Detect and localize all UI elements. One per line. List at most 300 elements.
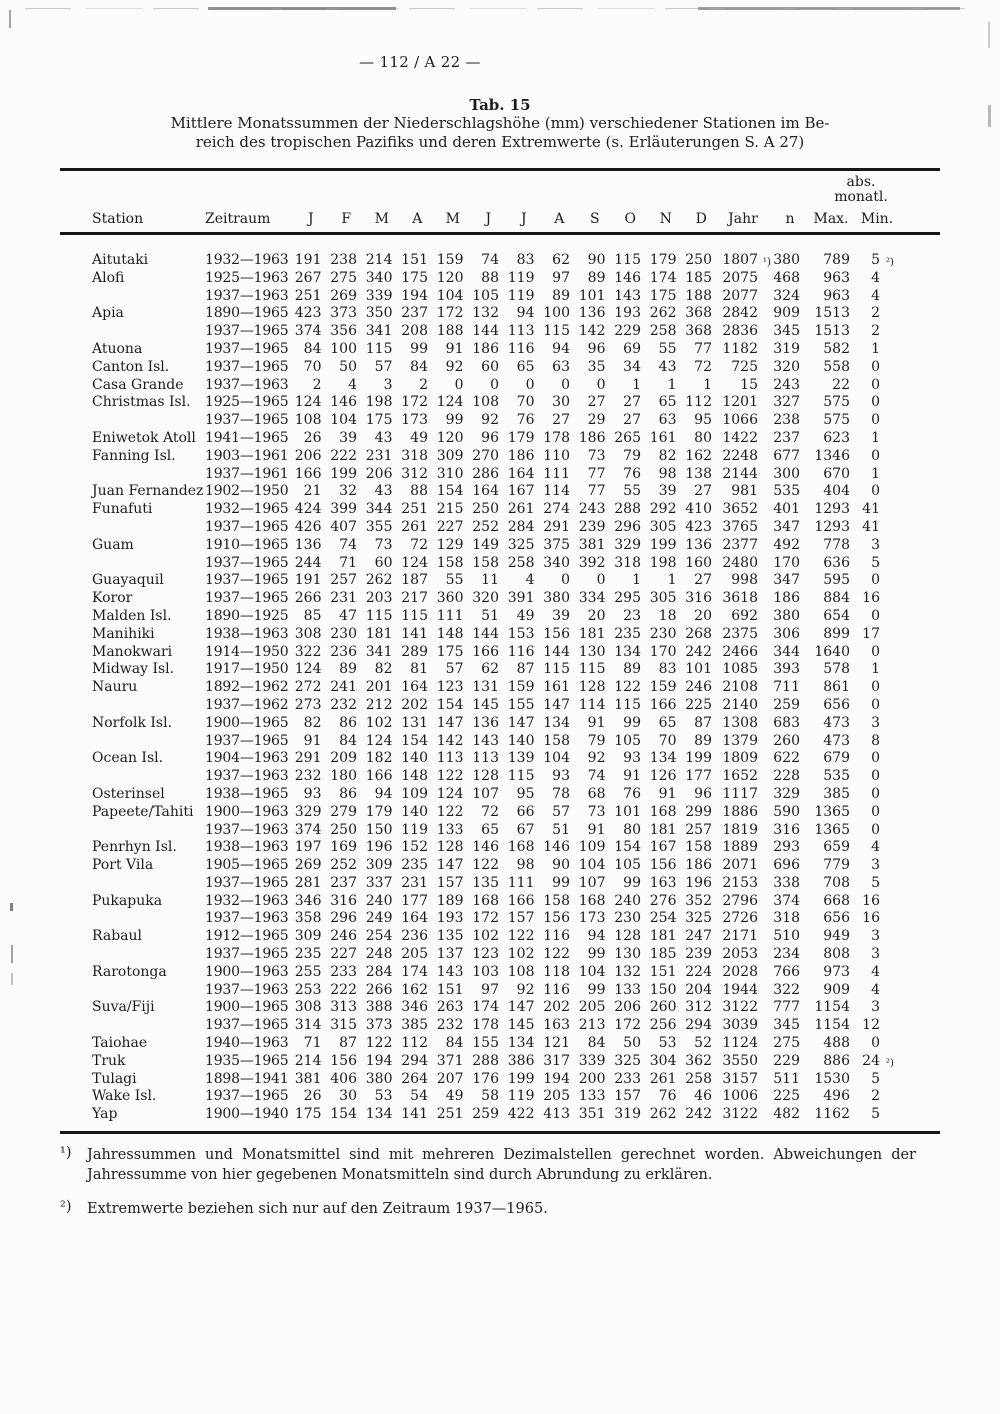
- month-value-cell: 169: [330, 839, 357, 856]
- table-row: [60, 572, 940, 590]
- table-title-line2: reich des tropischen Pazifiks und deren Extremwerte (s. Erläuterungen S. A 27): [195, 132, 805, 151]
- month-value-cell: 157: [507, 910, 535, 927]
- month-value-cell: 180: [330, 768, 357, 785]
- month-value-cell: 276: [649, 892, 677, 909]
- month-value-cell: 0: [561, 572, 570, 589]
- month-value-cell: 131: [472, 679, 499, 696]
- station-cell: Fanning Isl.: [92, 447, 176, 464]
- month-value-cell: 2: [312, 376, 322, 393]
- month-value-cell: 147: [507, 999, 535, 1016]
- station-cell: Eniwetok Atoll: [92, 429, 196, 446]
- month-value-cell: 105: [472, 287, 499, 304]
- month-value-cell: 51: [481, 607, 499, 624]
- month-value-cell: 78: [552, 785, 570, 802]
- month-value-cell: 0: [596, 376, 606, 393]
- row-spacer: [900, 483, 940, 501]
- month-value-cell: 96: [694, 785, 712, 802]
- month-value-cell: 152: [401, 839, 428, 856]
- month-value-cell: 186: [472, 340, 499, 357]
- month-value-cell: 249: [365, 910, 393, 927]
- month-value-cell: 246: [330, 928, 357, 945]
- n-cell: 327: [773, 394, 800, 411]
- zeitraum-cell: 1937—1965: [205, 732, 289, 749]
- month-value-cell: 194: [401, 287, 428, 304]
- month-value-cell: 256: [649, 1017, 677, 1034]
- month-value-cell: 50: [623, 1035, 641, 1052]
- month-value-cell: 173: [578, 910, 606, 927]
- month-value-cell: 134: [543, 714, 570, 731]
- n-cell: 320: [773, 358, 800, 375]
- jahr-cell: 2153: [722, 874, 758, 891]
- month-value-cell: 148: [401, 768, 428, 785]
- month-value-cell: 205: [578, 999, 606, 1016]
- month-value-cell: 388: [365, 999, 393, 1016]
- month-value-cell: 143: [472, 732, 499, 749]
- station-cell: Pukapuka: [92, 892, 163, 909]
- jahr-cell: 1066: [722, 412, 758, 429]
- min-cell: 0: [871, 607, 880, 624]
- month-value-cell: 47: [339, 607, 357, 624]
- month-value-cell: 115: [543, 323, 570, 340]
- table-row: [60, 857, 940, 875]
- month-value-cell: 215: [436, 501, 464, 518]
- jahr-cell: 2377: [722, 536, 758, 553]
- month-value-cell: 248: [365, 946, 393, 963]
- col-header-month-jun: J: [485, 211, 492, 227]
- month-value-cell: 356: [330, 323, 357, 340]
- scan-artifact-left-mark: [11, 973, 13, 985]
- month-value-cell: 186: [578, 429, 606, 446]
- max-cell: 963: [823, 269, 850, 286]
- month-value-cell: 80: [694, 429, 712, 446]
- month-value-cell: 139: [507, 750, 535, 767]
- month-value-cell: 185: [649, 946, 677, 963]
- month-value-cell: 164: [472, 483, 499, 500]
- month-value-cell: 102: [365, 714, 393, 731]
- station-cell: Papeete/Tahiti: [92, 803, 194, 820]
- month-value-cell: 140: [507, 732, 535, 749]
- month-value-cell: 173: [401, 412, 428, 429]
- month-value-cell: 175: [294, 1106, 322, 1123]
- month-value-cell: 264: [401, 1070, 428, 1087]
- station-cell: Penrhyn Isl.: [92, 839, 177, 856]
- table-row: [60, 1017, 940, 1035]
- station-cell: [60, 519, 198, 537]
- month-value-cell: 81: [410, 661, 428, 678]
- month-value-cell: 65: [481, 821, 499, 838]
- abs-header-line1: abs.: [846, 174, 876, 190]
- month-value-cell: 194: [365, 1052, 393, 1069]
- month-value-cell: 167: [507, 483, 535, 500]
- table-row: [60, 893, 940, 911]
- table-row: [60, 1088, 940, 1106]
- month-value-cell: 193: [436, 910, 464, 927]
- month-value-cell: 410: [685, 501, 712, 518]
- n-cell: 229: [773, 1052, 800, 1069]
- col-header-min: Min.: [860, 211, 894, 227]
- row-spacer: [900, 377, 940, 395]
- footnotes: [60, 1145, 916, 1233]
- month-value-cell: 27: [623, 394, 641, 411]
- month-value-cell: 320: [472, 590, 499, 607]
- month-value-cell: 346: [401, 999, 428, 1016]
- jahr-cell: 1889: [722, 839, 758, 856]
- table-row: [60, 590, 940, 608]
- month-value-cell: 240: [365, 892, 393, 909]
- row-spacer: [900, 1053, 940, 1071]
- month-value-cell: 198: [365, 394, 393, 411]
- month-value-cell: 344: [365, 501, 393, 518]
- month-value-cell: 4: [525, 572, 535, 589]
- month-value-cell: 114: [578, 696, 606, 713]
- min-cell: 24 ²): [854, 1053, 900, 1071]
- col-header-month-jan: J: [307, 211, 314, 227]
- jahr-cell: 1819: [722, 821, 758, 838]
- jahr-cell: 998: [731, 572, 758, 589]
- month-value-cell: 341: [365, 643, 393, 660]
- month-value-cell: 281: [294, 874, 322, 891]
- month-value-cell: 308: [294, 625, 322, 642]
- jahr-cell: 1652: [722, 768, 758, 785]
- zeitraum-cell: 1937—1963: [205, 981, 289, 998]
- row-spacer: [900, 804, 940, 822]
- zeitraum-cell: 1937—1965: [205, 590, 289, 607]
- station-cell: [60, 466, 198, 484]
- month-value-cell: 232: [294, 768, 322, 785]
- jahr-cell: 1308: [722, 714, 758, 731]
- month-value-cell: 214: [365, 252, 393, 268]
- footnote-marker: ¹): [60, 1145, 72, 1161]
- n-cell: 259: [773, 696, 800, 713]
- month-value-cell: 380: [365, 1070, 393, 1087]
- max-cell: 861: [823, 679, 850, 696]
- month-value-cell: 158: [543, 892, 570, 909]
- month-value-cell: 76: [623, 785, 641, 802]
- month-value-cell: 407: [330, 518, 357, 535]
- month-value-cell: 156: [543, 910, 570, 927]
- zeitraum-cell: 1905—1965: [205, 857, 289, 874]
- month-value-cell: 55: [623, 483, 641, 500]
- n-cell: 683: [773, 714, 800, 731]
- month-value-cell: 340: [543, 554, 570, 571]
- month-value-cell: 0: [525, 376, 535, 393]
- jahr-cell: 3157: [722, 1070, 758, 1087]
- month-value-cell: 82: [303, 714, 322, 731]
- row-spacer: [900, 572, 940, 590]
- table-row: [60, 234, 940, 270]
- month-value-cell: 88: [410, 483, 428, 500]
- zeitraum-cell: 1900—1963: [205, 803, 289, 820]
- month-value-cell: 27: [694, 483, 712, 500]
- month-value-cell: 128: [578, 679, 606, 696]
- min-cell: 0: [871, 358, 880, 375]
- jahr-cell: 1117: [722, 785, 758, 802]
- jahr-cell: 2053: [722, 946, 758, 963]
- scan-artifact-left-mark: [10, 903, 13, 911]
- month-value-cell: 233: [330, 963, 357, 980]
- row-spacer: [900, 270, 940, 288]
- zeitraum-cell: 1937—1965: [205, 554, 289, 571]
- n-cell: 677: [773, 447, 800, 464]
- month-value-cell: 178: [472, 1017, 499, 1034]
- station-cell: Port Vila: [92, 857, 154, 874]
- month-value-cell: 114: [543, 483, 570, 500]
- min-cell: 3: [871, 536, 880, 553]
- month-value-cell: 0: [561, 376, 570, 393]
- month-value-cell: 229: [614, 323, 641, 340]
- jahr-cell: 1886: [722, 803, 758, 820]
- min-cell: 0: [871, 412, 880, 429]
- month-value-cell: 130: [614, 946, 641, 963]
- month-value-cell: 66: [516, 803, 535, 820]
- month-value-cell: 79: [587, 732, 606, 749]
- table-row: [60, 1035, 940, 1053]
- month-value-cell: 158: [472, 554, 499, 571]
- abs-header-line2: monatl.: [834, 189, 888, 205]
- month-value-cell: 251: [294, 287, 322, 304]
- month-value-cell: 318: [614, 554, 641, 571]
- month-value-cell: 273: [294, 696, 322, 713]
- n-cell: 766: [773, 963, 800, 980]
- month-value-cell: 147: [436, 857, 464, 874]
- table-row: [60, 626, 940, 644]
- month-value-cell: 172: [472, 910, 499, 927]
- month-value-cell: 30: [552, 394, 570, 411]
- month-value-cell: 89: [339, 661, 357, 678]
- month-value-cell: 159: [436, 252, 464, 268]
- table-row: [60, 519, 940, 537]
- n-cell: 492: [773, 536, 800, 553]
- month-value-cell: 143: [614, 287, 641, 304]
- station-cell: [60, 288, 198, 306]
- page-number: — 112 / A 22 —: [359, 53, 481, 71]
- max-cell: 473: [823, 732, 850, 749]
- zeitraum-cell: 1937—1963: [205, 768, 289, 785]
- station-cell: [60, 982, 198, 1000]
- month-value-cell: 21: [303, 483, 322, 500]
- table-row: [60, 323, 940, 341]
- jahr-cell: 3550: [722, 1052, 758, 1069]
- row-spacer: [900, 910, 940, 928]
- month-value-cell: 74: [339, 536, 357, 553]
- month-value-cell: 83: [516, 252, 535, 268]
- max-cell: 656: [823, 696, 850, 713]
- month-value-cell: 262: [649, 1106, 677, 1123]
- month-value-cell: 230: [649, 625, 677, 642]
- month-value-cell: 179: [365, 803, 393, 820]
- month-value-cell: 94: [552, 340, 570, 357]
- max-cell: 1365: [814, 803, 850, 820]
- jahr-cell: 2028: [722, 963, 758, 980]
- month-value-cell: 112: [401, 1035, 428, 1052]
- month-value-cell: 148: [436, 625, 464, 642]
- month-value-cell: 74: [481, 252, 499, 268]
- month-value-cell: 426: [294, 518, 322, 535]
- month-value-cell: 122: [365, 1035, 393, 1052]
- row-spacer: [900, 555, 940, 573]
- month-value-cell: 166: [294, 465, 322, 482]
- zeitraum-cell: 1937—1965: [205, 572, 289, 589]
- n-cell: 347: [773, 518, 800, 535]
- row-spacer: [900, 982, 940, 1000]
- n-cell: 401: [773, 501, 800, 518]
- month-value-cell: 305: [649, 518, 677, 535]
- month-value-cell: 95: [694, 412, 712, 429]
- month-value-cell: 231: [401, 874, 428, 891]
- zeitraum-cell: 1900—1965: [205, 714, 289, 731]
- row-spacer: [900, 928, 940, 946]
- month-value-cell: 91: [445, 340, 464, 357]
- table-row: [60, 946, 940, 964]
- station-cell: [60, 822, 198, 840]
- table-row: [60, 377, 940, 395]
- month-value-cell: 27: [552, 412, 570, 429]
- month-value-cell: 371: [436, 1052, 464, 1069]
- month-value-cell: 164: [507, 465, 535, 482]
- month-value-cell: 102: [507, 946, 535, 963]
- month-value-cell: 124: [401, 554, 428, 571]
- zeitraum-cell: 1904—1963: [205, 750, 289, 767]
- month-value-cell: 244: [294, 554, 322, 571]
- month-value-cell: 295: [614, 590, 641, 607]
- footnote-marker: ²): [60, 1199, 72, 1215]
- max-cell: 1154: [814, 999, 850, 1016]
- col-header-n: n: [785, 211, 795, 227]
- col-header-month-may: M: [445, 211, 460, 227]
- month-value-cell: 27: [694, 572, 712, 589]
- month-value-cell: 71: [303, 1035, 322, 1052]
- month-value-cell: 272: [294, 679, 322, 696]
- month-value-cell: 147: [436, 714, 464, 731]
- month-value-cell: 181: [578, 625, 606, 642]
- scan-artifact-left-mark: [11, 945, 13, 963]
- month-value-cell: 57: [374, 358, 393, 375]
- month-value-cell: 188: [685, 287, 712, 304]
- month-value-cell: 299: [685, 803, 712, 820]
- month-value-cell: 151: [649, 963, 677, 980]
- month-value-cell: 236: [401, 928, 428, 945]
- month-value-cell: 255: [294, 963, 322, 980]
- station-cell: Nauru: [92, 679, 138, 696]
- station-cell: Taiohae: [92, 1035, 148, 1052]
- col-header-station: Station: [92, 211, 144, 227]
- max-cell: 808: [823, 946, 850, 963]
- month-value-cell: 252: [472, 518, 499, 535]
- month-value-cell: 179: [649, 252, 677, 268]
- month-value-cell: 107: [472, 785, 499, 802]
- month-value-cell: 70: [303, 358, 322, 375]
- min-cell: 41: [862, 518, 880, 535]
- month-value-cell: 128: [472, 768, 499, 785]
- month-value-cell: 96: [481, 429, 499, 446]
- month-value-cell: 146: [330, 394, 357, 411]
- month-value-cell: 151: [401, 252, 428, 268]
- min-cell: 3: [871, 857, 880, 874]
- month-value-cell: 225: [685, 696, 712, 713]
- table-row: [60, 466, 940, 484]
- month-value-cell: 93: [623, 750, 641, 767]
- month-value-cell: 198: [649, 554, 677, 571]
- month-value-cell: 115: [614, 696, 641, 713]
- month-value-cell: 123: [436, 679, 464, 696]
- month-value-cell: 268: [685, 625, 712, 642]
- month-value-cell: 74: [587, 768, 606, 785]
- month-value-cell: 205: [543, 1088, 570, 1105]
- max-cell: 708: [823, 874, 850, 891]
- max-cell: 385: [823, 785, 850, 802]
- month-value-cell: 247: [685, 928, 712, 945]
- station-cell: Suva/Fiji: [92, 999, 155, 1016]
- zeitraum-cell: 1900—1965: [205, 999, 289, 1016]
- table-row: [60, 750, 940, 768]
- month-value-cell: 341: [365, 323, 393, 340]
- month-value-cell: 91: [658, 785, 677, 802]
- month-value-cell: 232: [436, 1017, 464, 1034]
- month-value-cell: 222: [330, 981, 357, 998]
- jahr-cell: 3122: [722, 999, 758, 1016]
- min-cell: 0: [871, 1035, 880, 1052]
- month-value-cell: 176: [472, 1070, 499, 1087]
- month-value-cell: 98: [658, 465, 677, 482]
- month-value-cell: 119: [401, 821, 428, 838]
- max-cell: 973: [823, 963, 850, 980]
- month-value-cell: 227: [436, 518, 464, 535]
- month-value-cell: 399: [330, 501, 357, 518]
- month-value-cell: 72: [410, 536, 428, 553]
- max-cell: 496: [823, 1088, 850, 1105]
- month-value-cell: 104: [330, 412, 357, 429]
- month-value-cell: 261: [649, 1070, 677, 1087]
- month-value-cell: 312: [401, 465, 428, 482]
- zeitraum-cell: 1937—1963: [205, 287, 289, 304]
- table-row: [60, 999, 940, 1017]
- n-cell: 275: [773, 1035, 800, 1052]
- n-cell: 338: [773, 874, 800, 891]
- month-value-cell: 156: [649, 857, 677, 874]
- jahr-cell: 3765: [722, 518, 758, 535]
- month-value-cell: 76: [658, 1088, 677, 1105]
- month-value-cell: 89: [587, 269, 606, 286]
- station-cell: Osterinsel: [92, 785, 165, 802]
- month-value-cell: 115: [614, 252, 641, 268]
- month-value-cell: 136: [294, 536, 322, 553]
- n-cell: 170: [773, 554, 800, 571]
- n-cell: 374: [773, 892, 800, 909]
- month-value-cell: 51: [552, 821, 570, 838]
- month-value-cell: 166: [507, 892, 535, 909]
- month-value-cell: 1: [632, 376, 641, 393]
- max-cell: 1293: [814, 518, 850, 535]
- month-value-cell: 143: [436, 963, 464, 980]
- month-value-cell: 30: [339, 1088, 357, 1105]
- row-spacer: [900, 323, 940, 341]
- month-value-cell: 89: [552, 287, 570, 304]
- month-value-cell: 124: [436, 785, 464, 802]
- station-cell: [60, 555, 198, 573]
- row-spacer: [900, 501, 940, 519]
- month-value-cell: 92: [445, 358, 464, 375]
- month-value-cell: 380: [543, 590, 570, 607]
- month-value-cell: 230: [614, 910, 641, 927]
- min-cell: 3: [871, 999, 880, 1016]
- row-spacer: [900, 519, 940, 537]
- min-cell: 5: [871, 1070, 880, 1087]
- jahr-cell: 2466: [722, 643, 758, 660]
- month-value-cell: 84: [587, 1035, 606, 1052]
- month-value-cell: 1: [703, 376, 712, 393]
- month-value-cell: 147: [543, 696, 570, 713]
- month-value-cell: 39: [552, 607, 570, 624]
